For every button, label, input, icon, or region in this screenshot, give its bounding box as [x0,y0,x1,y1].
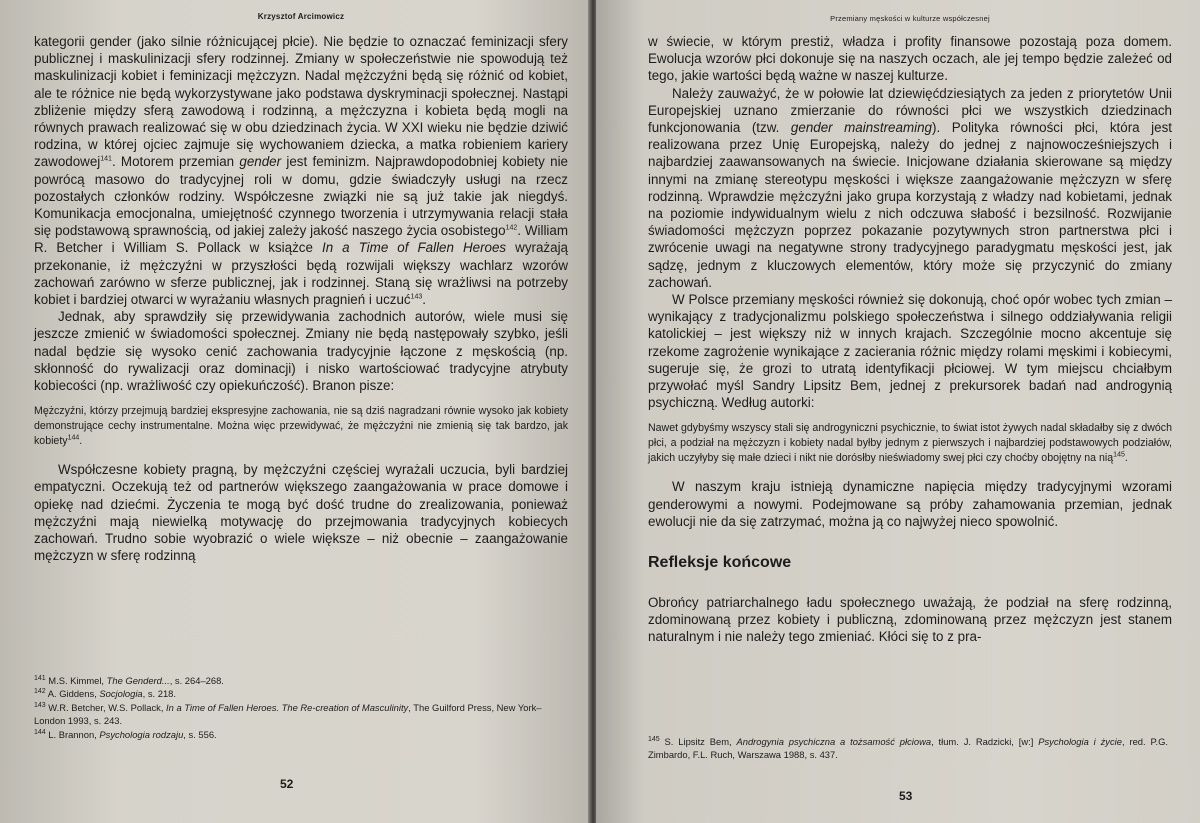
footnote-number: 145 [648,735,660,743]
footnote-143 [34,701,568,728]
page-number-left: 52 [280,777,294,791]
text-span: wyrażają przekonanie, iż mężczyźni w przyszłości będą rozwijali większy wachlarz wzorów zachowań zarówno w sferze publicznej, jak i rodzinnej. Staną się wrażliwsi na potrzeby kobiet i bardziej otwarci w wyrażaniu własnych pragnień i uczuć [34,240,568,308]
footnote-ref: 142 [505,224,518,232]
right-page [596,0,1200,823]
right-footnotes [648,735,1168,762]
right-paragraph-1: w świecie, w którym prestiż, władza i profity finansowe pozostają poza domem. Ewolucja wzorów płci dokonuje się na naszych oczach, ale jej tempo będzie zależeć od tego, jakie wartości będą ważne w naszej kulturze. [648,34,1172,84]
block-quote-bem [648,421,1172,466]
quote-text: Mężczyźni, którzy przejmują bardziej ekspresyjne zachowania, nie są dziś nagradzani równie wysoko jak kobiety demonstrujące cechy instrumentalne. Można więc przewidywać, że mężczyźni nie zmienią się tak bardzo, jak kobiety [34,405,568,448]
right-paragraph-4: W naszym kraju istnieją dynamiczne napięcia między tradycyjnymi wzorami genderowymi a nowymi. Podejmowane są próby zahamowania przemian, jednak ewolucji nie da się zatrzymać, można ją co najwyżej nieco spowolnić. [648,479,1172,529]
text-span: M.S. Kimmel, [45,675,107,686]
text-span: L. Brannon, [45,728,100,740]
footnote-ref: 144 [67,434,80,442]
text-span: ). Polityka równości płci, która jest realizowana przez Unię Europejską, należy do jednej z najnowocześniejszych i najbardziej zaawansowanych na świecie. Inicjowane działania skierowane są między innymi na zmianę stereotypu męskości i większe zaangażowanie mężczyzn w sferę rodzinną. Wprawdzie mężczyźni jako grupa korzystają z władzy nad kobietami, jednak na poziomie indywidualnym wielu z nich odczuwa słabość i bezsilność. Rozwijanie świadomości mężczyzn poprzez pokazanie pozytywnych stron partnerstwa płci i zwrócenie uwagi na negatywne strony tradycyjnego paradygmatu męskości jest, jak sądzę, jednym z kluczowych elementów, który może się przyczynić do zmiany zachowań. [648,120,1173,290]
left-footnotes [34,674,568,741]
text-span: . Motorem przemian [111,154,240,170]
text-span: A. Giddens, [45,688,100,700]
text-span: . [1124,452,1128,465]
footnote-ref: 143 [410,293,423,301]
left-paragraph-3: Współczesne kobiety pragną, by mężczyźni częściej wyrażali uczucia, byli bardziej empatyczni. Oczekują też od partnerów większego zaangażowania w prace domowe i opiekę nad dziećmi. Życzenia te mogą być dość trudne do zrealizowania, ponieważ mężczyźni mają niewielką motywację do przejmowania tradycyjnych kobiecych zachowań. Trudno sobie wyobrazić o wiele większe – niż obecnie – zaangażowanie mężczyzn w sferę rodzinną [34,462,568,564]
footnote-title: Psychologia rodzaju [99,728,184,740]
footnote-142 [34,687,568,700]
footnote-number: 142 [34,688,46,696]
text-span: kategorii gender (jako silnie różnicującej płcie). Nie będzie to oznaczać feminizacji sfery publicznej i maskulinizacji sfery rodzinnej. Zmiany w społeczeństwie nie spowodują też maskulinizacji kobiet i feminizacji mężczyzn. Nadal mężczyźni będą się różnić od kobiet, ale te różnice nie będą wykorzystywane jako podstawa dyskryminacji społecznej. Nastąpi zbliżenie między sferą zawodową i rodzinną, a mężczyzna i kobieta będą mogli na równych prawach realizować się w obu dziedzinach życia. W XXI wieku nie będzie dziwić rodzina, w której ojciec zajmuje się wychowaniem dziecka, a matka robieniem kariery zawodowej [34,34,568,170]
footnote-number: 143 [34,701,46,709]
text-span: . [422,292,427,308]
right-paragraph-2 [648,85,1172,291]
left-page [0,0,592,823]
italic-term: gender [239,154,282,170]
footnote-ref: 141 [100,155,112,163]
right-paragraph-5: Obrońcy patriarchalnego ładu społecznego uważają, że podział na sferę rodzinną, zdominowaną przez kobiety i publiczną, zdominowaną przez mężczyzn jest stanem naturalnym i nie należy tego zmieniać. Kłóci się to z pra- [648,595,1172,645]
text-span: , s. 264–268. [169,675,224,686]
footnote-number: 141 [34,674,46,682]
left-paragraph-1 [34,33,568,308]
footnote-145 [648,735,1168,762]
text-span: , s. 218. [142,688,176,700]
text-span: , The Guilford Press, New York–London 1993, s. 243. [34,701,542,727]
text-span: S. Lipsitz Bem, [659,736,737,747]
footnote-title: In a Time of Fallen Heroes. The Re-creation of Masculinity [166,701,409,713]
left-paragraph-2: Jednak, aby sprawdziły się przewidywania zachodnich autorów, wiele musi się jeszcze zmienić w świadomości społecznej. Zmiany nie będą następowały szybko, jeśli nadal będzie się wysoko cenić zachowania tradycyjnie łączone z męskością (np. skłonność do rywalizacji oraz dominacji) i nisko wartościować tradycyjne atrybuty kobiecości (np. wrażliwość czy opiekuńczość). Branon pisze: [34,309,568,394]
text-span: . William R. Betcher i William S. Pollack w książce [34,223,568,256]
text-span: jest feminizm. Najprawdopodobniej kobiety nie powrócą masowo do tradycyjnej roli w domu, gdzie świadczyły usługi na rzecz pozostałych członków rodziny. Współczesne związki nie są już takie jak niegdyś. Komunikacja emocjonalna, umiejętność czynnego tworzenia i utrzymywania relacji stała się podstawową sprawnością, od jakiej zależy jakość naszego życia osobistego [34,154,568,239]
page-number-right: 53 [899,789,913,803]
section-heading: Refleksje końcowe [648,554,792,572]
footnote-title: Socjologia [99,688,143,700]
text-span: , red. P.G. Zimbardo, F.L. Ruch, Warszawa 1988, s. 437. [648,736,1169,761]
text-span: W.R. Betcher, W.S. Pollack, [45,701,167,713]
text-span: Należy zauważyć, że w połowie lat dziewięćdziesiątych za jeden z priorytetów Unii Europejskiej uznano zmierzanie do równości płci we wszystkich dziedzinach funkcjonowania (tzw. [648,85,1172,136]
footnote-number: 144 [34,728,46,736]
block-quote-branon [34,404,568,449]
text-span: , tłum. J. Radzicki, [w:] [931,736,1039,747]
right-paragraph-3: W Polsce przemiany męskości również się dokonują, choć opór wobec tych zmian – wynikający z tradycjonalizmu polskiego społeczeństwa i silnego oddziaływania religii katolickiej – jest większy niż w innych krajach. Szczególnie mocno akcentuje się rzekome zagrożenie wynikające z zacierania różnic między rolami męskimi i kobiecymi, sugeruje się, że grozi to utratą identyfikacji płciowej. W tym miejscu chciałbym przywołać myśl Sandry Lipsitz Bem, jednej z prekursorek badań nad androgynią psychiczną. Według autorki: [648,292,1172,411]
quote-text: Nawet gdybyśmy wszyscy stali się androgyniczni psychicznie, to świat istot żywych nadal składałby się z dwóch płci, a podział na mężczyzn i kobiety nadal byłby jednym z pierwszych i najbardziej podstawowych podziałów, jakich uczyłyby się małe dzieci i nikt nie dorósłby nieświadomy swej płci czy choćby obojętny na nią [648,422,1172,465]
footnote-144 [34,728,568,741]
text-span: . [79,435,83,448]
italic-term: gender mainstreaming [790,120,932,136]
footnote-title: The Genderd... [106,675,170,686]
text-span: , s. 556. [183,728,217,740]
running-head-title: Przemiany męskości w kulturze współczesnej [830,14,990,23]
book-title: In a Time of Fallen Heroes [321,240,507,256]
footnote-title: Psychologia i życie [1038,736,1122,747]
footnote-ref: 145 [1113,451,1125,459]
running-head-author: Krzysztof Arcimowicz [257,12,345,21]
footnote-title: Androgynia psychiczna a tożsamość płciowa [736,736,932,747]
footnote-141 [34,674,568,687]
